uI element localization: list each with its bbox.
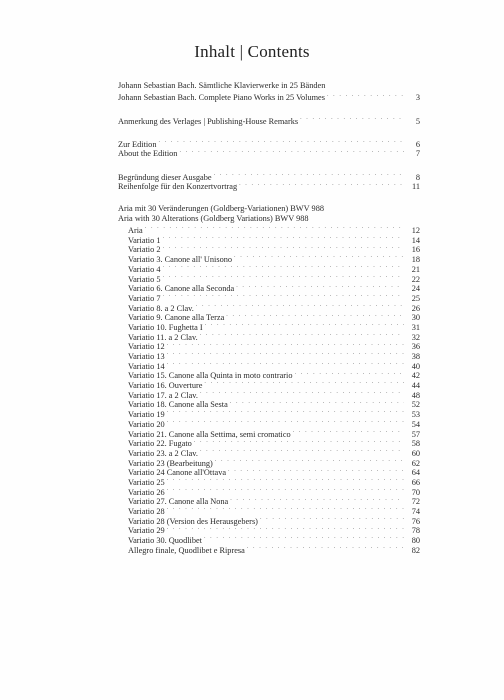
toc-item-label: Variatio 27. Canone alla Nona: [128, 497, 229, 507]
toc-item-label: Variatio 9. Canone alla Terza: [128, 313, 225, 323]
toc-entry-page: 6: [415, 139, 420, 149]
toc-item-page: 16: [411, 245, 420, 255]
dot-leader: [215, 456, 404, 466]
toc-item-label: Variatio 8. a 2 Clav.: [128, 303, 194, 313]
toc-item-page: 66: [411, 477, 420, 487]
toc-item-page: 40: [411, 361, 420, 371]
toc-item-label: Variatio 17. a 2 Clav.: [128, 390, 198, 400]
dot-leader: [200, 330, 404, 340]
toc-item-label: Variatio 28: [128, 507, 165, 516]
toc-item-page: 14: [411, 235, 420, 245]
dot-leader: [205, 320, 404, 330]
variations-list: [118, 223, 420, 555]
toc-item-label: Variatio 23. a 2 Clav.: [128, 448, 198, 458]
dot-leader: [293, 427, 404, 437]
toc-entry: [118, 204, 420, 214]
toc-item-page: 74: [411, 507, 420, 516]
toc-item-page: 44: [411, 381, 420, 391]
dot-leader: [167, 359, 404, 369]
toc-item-page: 36: [411, 342, 420, 352]
dot-leader: [200, 388, 404, 398]
dot-leader: [300, 114, 404, 124]
dot-leader: [247, 543, 404, 553]
toc-item-label: Variatio 13: [128, 352, 165, 361]
dot-leader: [194, 437, 404, 447]
toc-entry-page: 11: [412, 182, 420, 192]
toc-item: [118, 272, 420, 282]
toc-entry-page: 3: [415, 93, 420, 103]
toc-item-page: 70: [411, 487, 420, 497]
toc-block-2: [118, 114, 420, 124]
toc-item-label: Variatio 10. Fughetta I: [128, 322, 203, 332]
dot-leader: [167, 485, 404, 495]
toc-entry-label: About the Edition: [118, 149, 178, 159]
toc-entry-label: Johann Sebastian Bach. Sämtliche Klavierwerke in 25 Bänden: [118, 81, 326, 90]
toc-entry: [118, 91, 420, 101]
toc-block-4: [118, 170, 420, 192]
dot-leader: [204, 533, 404, 543]
dot-leader: [163, 291, 405, 301]
dot-leader: [163, 243, 405, 253]
dot-leader: [228, 466, 404, 476]
toc-entry: [118, 170, 420, 180]
toc-item-label: Variatio 4: [128, 264, 161, 274]
toc-item-label: Variatio 26: [128, 487, 165, 497]
dot-leader: [239, 180, 404, 190]
dot-leader: [230, 398, 404, 408]
page-title: Inhalt | Contents: [194, 42, 310, 61]
toc-item-label: Variatio 30. Quodlibet: [128, 536, 202, 546]
toc-item-label: Variatio 11. a 2 Clav.: [128, 332, 198, 342]
dot-leader: [167, 349, 404, 359]
toc-item-label: Variatio 15. Canone alla Quinta in moto contrario: [128, 371, 293, 381]
toc-item-label: Variatio 28 (Version des Herausgebers): [128, 516, 258, 526]
toc-item-label: Allegro finale, Quodlibet e Ripresa: [128, 545, 245, 555]
dot-leader: [200, 446, 404, 456]
dot-leader: [236, 282, 404, 292]
toc-item-page: 18: [411, 255, 420, 265]
toc-item-page: 76: [411, 516, 420, 526]
toc-item: [118, 233, 420, 243]
dot-leader: [167, 340, 404, 350]
toc-entry-page: 7: [415, 149, 420, 159]
toc-entry: [118, 81, 420, 91]
dot-leader: [167, 417, 404, 427]
toc-item-label: Variatio 24 Canone all'Ottava: [128, 468, 227, 478]
toc-item-page: 54: [411, 419, 420, 429]
dot-leader: [158, 137, 404, 147]
toc-item-page: 42: [411, 371, 420, 381]
dot-leader: [327, 91, 404, 101]
toc-entry-label: Aria mit 30 Veränderungen (Goldberg-Variationen) BWV 988: [118, 204, 324, 213]
toc-item-page: 21: [411, 264, 420, 274]
toc-item-page: 72: [411, 497, 420, 507]
toc-entry: [118, 147, 420, 157]
toc-item-label: Variatio 25: [128, 477, 165, 487]
toc-entry-label: Aria with 30 Alterations (Goldberg Variations) BWV 988: [118, 213, 309, 223]
toc-item: [118, 243, 420, 253]
toc-item-page: 62: [411, 458, 420, 468]
toc-item: [118, 291, 420, 301]
toc-item-page: 60: [411, 448, 420, 458]
toc-item-page: 53: [411, 410, 420, 420]
toc-entry-label: Zur Edition: [118, 139, 157, 149]
toc-item-label: Variatio 20: [128, 419, 165, 429]
toc-item-page: 82: [411, 545, 420, 555]
dot-leader: [234, 252, 404, 262]
toc-item-label: Variatio 6. Canone alla Seconda: [128, 284, 235, 294]
toc-item-page: 48: [411, 390, 420, 400]
toc-item-page: 31: [411, 322, 420, 332]
toc-entry-label: Begründung dieser Ausgabe: [118, 172, 212, 182]
dot-leader: [230, 495, 404, 505]
toc-item-page: 22: [411, 274, 420, 284]
dot-leader: [295, 369, 404, 379]
toc-item-page: 52: [411, 400, 420, 410]
toc-item-page: 26: [411, 303, 420, 313]
dot-leader: [145, 223, 404, 233]
toc-item-label: Variatio 18. Canone alla Sesta: [128, 400, 228, 410]
dot-leader: [204, 378, 404, 388]
toc-item: [118, 223, 420, 236]
toc-item-page: 12: [411, 226, 420, 236]
toc-entry-label: Johann Sebastian Bach. Complete Piano Works in 25 Volumes: [118, 93, 325, 103]
toc-item-label: Variatio 12: [128, 342, 165, 352]
dot-leader: [163, 233, 405, 243]
toc-entry: [118, 214, 420, 224]
dot-leader: [163, 272, 405, 282]
toc-entry: [118, 114, 420, 124]
dot-leader: [163, 262, 405, 272]
toc-item-label: Aria: [128, 226, 143, 236]
dot-leader: [214, 170, 404, 180]
dot-leader: [179, 147, 404, 157]
toc-entry-label: Anmerkung des Verlages | Publishing-House Remarks: [118, 116, 299, 126]
dot-leader: [167, 524, 404, 534]
toc-item-label: Variatio 1: [128, 235, 161, 245]
toc-item-label: Variatio 16. Ouverture: [128, 381, 203, 391]
toc-item: [118, 262, 420, 272]
toc-block-3: [118, 137, 420, 159]
toc-block-5: [118, 204, 420, 553]
toc-item-label: Variatio 21. Canone alla Settima, semi cromatico: [128, 429, 291, 439]
toc-item-label: Variatio 3. Canone all' Unisono: [128, 255, 233, 265]
toc-item-label: Variatio 29: [128, 526, 165, 536]
toc-item-label: Variatio 19: [128, 410, 165, 420]
toc-item-page: 80: [411, 536, 420, 546]
dot-leader: [226, 311, 404, 321]
toc-item-page: 25: [411, 293, 420, 303]
toc-item-label: Variatio 5: [128, 274, 161, 284]
toc-item: [118, 252, 420, 265]
toc-item-label: Variatio 7: [128, 293, 161, 303]
toc-item-page: 24: [411, 284, 420, 294]
toc-item-page: 57: [411, 429, 420, 439]
toc-item-page: 64: [411, 468, 420, 478]
toc-item-page: 38: [411, 352, 420, 361]
dot-leader: [167, 504, 404, 514]
toc-item: [118, 301, 420, 311]
toc-item-label: Variatio 2: [128, 245, 161, 255]
toc-item-page: 30: [411, 313, 420, 323]
toc-item-page: 58: [411, 439, 420, 449]
dot-leader: [196, 301, 404, 311]
toc-item-page: 32: [411, 332, 420, 342]
toc-block-1: [118, 81, 420, 103]
toc-entry-page: 5: [415, 116, 420, 126]
toc-item: [118, 282, 420, 292]
dot-leader: [167, 407, 404, 417]
toc-entry-page: 8: [415, 172, 420, 182]
toc-item-page: 78: [411, 526, 420, 536]
toc-item-label: Variatio 23 (Bearbeitung): [128, 458, 213, 468]
dot-leader: [260, 514, 404, 524]
toc-entry-label: Reihenfolge für den Konzertvortrag: [118, 182, 238, 192]
toc-item-label: Variatio 14: [128, 361, 165, 371]
toc-entry: [118, 137, 420, 147]
dot-leader: [167, 475, 404, 485]
toc-item-label: Variatio 22. Fugato: [128, 439, 192, 449]
